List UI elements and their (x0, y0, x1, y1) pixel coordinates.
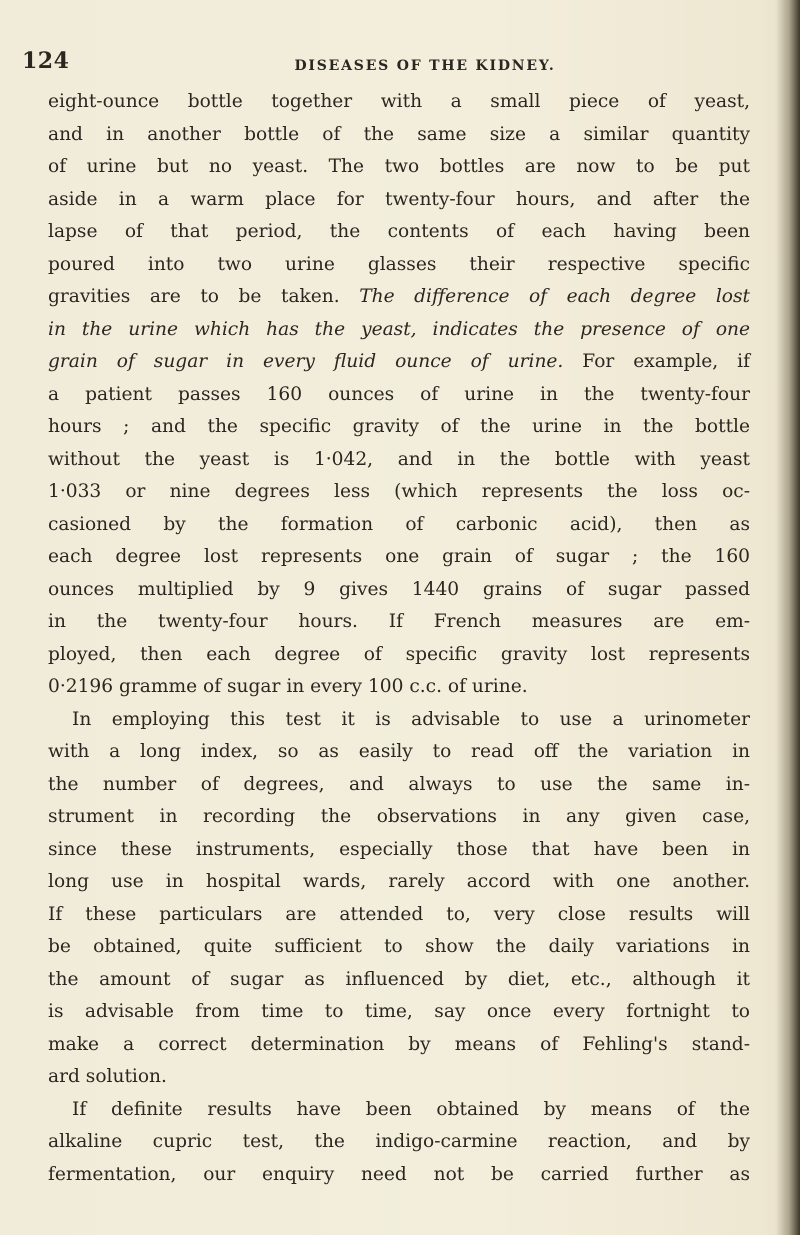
text-line: make a correct determination by means of Fehling's stand- (48, 1033, 750, 1055)
text-line: poured into two urine glasses their respective specific (48, 253, 750, 275)
text-line: lapse of that period, the contents of each having been (48, 221, 750, 242)
text-line (48, 281, 750, 314)
paragraph-first-line: If definite results have been obtained by means of the (72, 1098, 750, 1120)
paragraph-first-line: In employing this test it is advisable to use a urinometer (72, 708, 750, 730)
page-edge-shadow (776, 0, 800, 1235)
italic-text: in the urine which has the yeast, indicates the presence of one (48, 318, 750, 340)
text-line: ard solution. (48, 1066, 167, 1087)
page-header (0, 48, 800, 78)
text-line: without the yeast is 1·042, and in the bottle with yeast (48, 448, 750, 470)
text-line: the number of degrees, and always to use the same in- (48, 773, 750, 795)
text-segment: For example, if (563, 351, 750, 372)
text-line: casioned by the formation of carbonic acid), then as (48, 513, 750, 535)
text-line: since these instruments, especially those that have been in (48, 838, 750, 860)
text-line: ployed, then each degree of specific gravity lost represents (48, 643, 750, 665)
text-line: long use in hospital wards, rarely accord with one another. (48, 871, 750, 892)
page-number: 124 (22, 48, 70, 74)
text-line: aside in a warm place for twenty-four hours, and after the (48, 188, 750, 210)
text-line: If these particulars are attended to, very close results will (48, 903, 750, 925)
text-line: the amount of sugar as influenced by diet, etc., although it (48, 968, 750, 990)
body-text (48, 86, 750, 1191)
text-line: of urine but no yeast. The two bottles are now to be put (48, 156, 750, 177)
text-line: fermentation, our enquiry need not be carried further as (48, 1163, 750, 1185)
text-line: 0·2196 gramme of sugar in every 100 c.c. of urine. (48, 676, 528, 697)
text-line: in the twenty-four hours. If French measures are em- (48, 611, 750, 632)
text-segment: gravities are to be taken. (48, 286, 360, 307)
text-line: hours ; and the specific gravity of the urine in the bottle (48, 416, 750, 437)
italic-text: grain of sugar in every fluid ounce of urine. (48, 351, 564, 372)
text-line: is advisable from time to time, say once every fortnight to (48, 1001, 750, 1022)
text-line: eight-ounce bottle together with a small piece of yeast, (48, 91, 750, 112)
text-line: 1·033 or nine degrees less (which represents the loss oc- (48, 481, 750, 502)
text-line: and in another bottle of the same size a similar quantity (48, 123, 750, 145)
text-line: strument in recording the observations in any given case, (48, 806, 750, 827)
text-line (48, 346, 750, 379)
text-line: each degree lost represents one grain of sugar ; the 160 (48, 546, 750, 567)
text-line: ounces multiplied by 9 gives 1440 grains of sugar passed (48, 578, 750, 600)
text-line: a patient passes 160 ounces of urine in the twenty-four (48, 383, 750, 405)
italic-text: The difference of each degree lost (359, 286, 750, 307)
text-line: with a long index, so as easily to read off the variation in (48, 741, 750, 762)
text-line: alkaline cupric test, the indigo-carmine reaction, and by (48, 1131, 750, 1152)
text-line: be obtained, quite sufficient to show the daily variations in (48, 936, 750, 957)
text-line (48, 314, 750, 347)
running-title: DISEASES OF THE KIDNEY. (294, 58, 556, 74)
